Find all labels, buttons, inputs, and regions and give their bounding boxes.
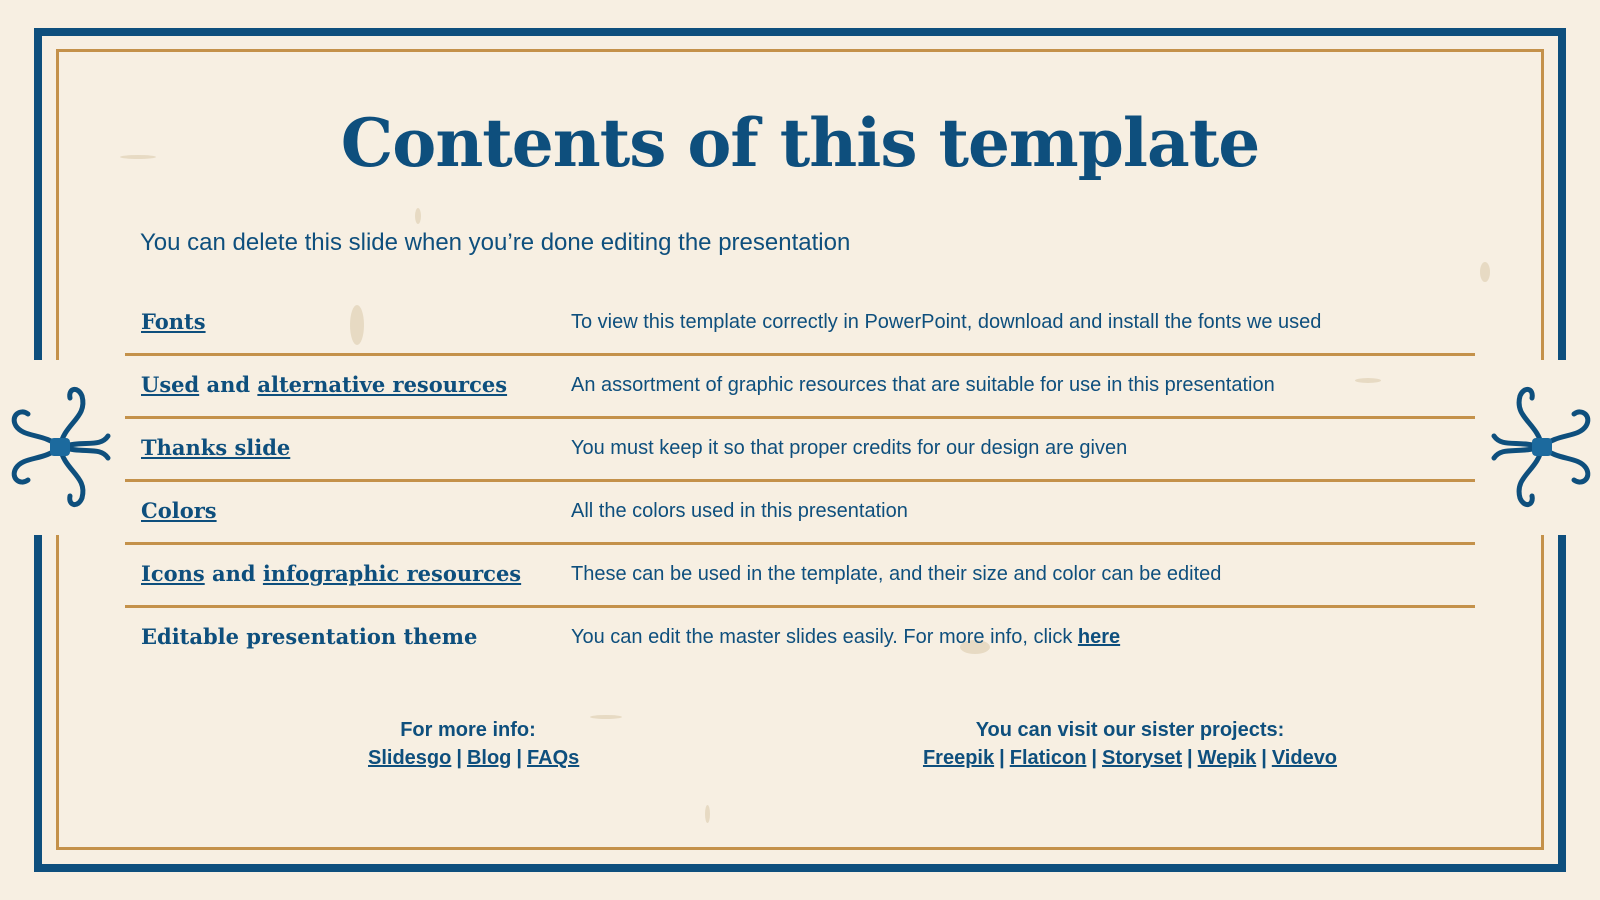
table-row: [125, 419, 1475, 482]
baroque-flourish-icon: [4, 378, 116, 516]
link-storyset[interactable]: Storyset: [1102, 747, 1183, 769]
row-description: [571, 311, 1321, 334]
footer-more-info-heading: For more info:: [400, 719, 536, 741]
baroque-flourish-icon: [1486, 378, 1598, 516]
table-row: [125, 545, 1475, 608]
row-description: [571, 374, 1275, 397]
footer-sister-projects: [880, 716, 1380, 772]
link-freepik[interactable]: Freepik: [922, 747, 995, 769]
row-label-text: Editable presentation theme: [141, 624, 478, 649]
row-description: [571, 626, 1120, 649]
link-blog[interactable]: Blog: [466, 747, 512, 769]
separator: |: [516, 747, 523, 769]
row-label-link[interactable]: Fonts: [141, 309, 206, 334]
row-description-text: You must keep it so that proper credits for our design are given: [571, 437, 1128, 459]
table-row: [125, 482, 1475, 545]
row-label: [141, 498, 217, 523]
row-label-link[interactable]: alternative resources: [257, 372, 508, 397]
table-row: [125, 356, 1475, 419]
footer-more-info-links: [368, 744, 580, 772]
separator: |: [999, 747, 1005, 769]
separator: |: [1187, 747, 1193, 769]
row-description-text: All the colors used in this presentation: [571, 500, 908, 522]
row-description: [571, 500, 908, 523]
row-label-link[interactable]: Thanks slide: [141, 435, 291, 460]
separator: |: [1261, 747, 1267, 769]
footer-sister-projects-links: [880, 744, 1380, 772]
here-link[interactable]: here: [1077, 626, 1121, 648]
contents-table: [125, 293, 1475, 671]
row-description-text: An assortment of graphic resources that are suitable for use in this presentation: [571, 374, 1275, 396]
table-row: [125, 293, 1475, 356]
row-description-text: These can be used in the template, and their size and color can be edited: [571, 563, 1222, 585]
link-videvo[interactable]: Videvo: [1271, 747, 1338, 769]
link-slidesgo[interactable]: Slidesgo: [368, 747, 452, 769]
row-label: [141, 309, 206, 334]
row-label: [141, 561, 521, 586]
row-label-text: and: [204, 561, 263, 586]
row-description-text: You can edit the master slides easily. For more info, click: [571, 626, 1078, 648]
row-description-text: To view this template correctly in PowerPoint, download and install the fonts we used: [571, 311, 1322, 333]
row-label-link[interactable]: infographic resources: [262, 561, 522, 586]
row-label: [141, 624, 477, 649]
row-label-link[interactable]: Colors: [141, 498, 217, 523]
row-label-text: and: [199, 372, 258, 397]
row-description: [571, 563, 1221, 586]
link-wepik[interactable]: Wepik: [1197, 747, 1257, 769]
row-label: [141, 372, 507, 397]
footer-sister-projects-heading: You can visit our sister projects:: [975, 719, 1285, 741]
link-flaticon[interactable]: Flaticon: [1009, 747, 1087, 769]
footer-more-info: [368, 716, 580, 772]
table-row: [125, 608, 1475, 671]
row-label-link[interactable]: Used: [141, 372, 200, 397]
link-faqs[interactable]: FAQs: [527, 747, 580, 769]
slide-subtitle: You can delete this slide when you’re done editing the presentation: [140, 229, 851, 256]
separator: |: [456, 747, 462, 769]
slide-title: Contents of this template: [340, 104, 1260, 182]
separator: |: [1091, 747, 1098, 769]
row-label-link[interactable]: Icons: [141, 561, 205, 586]
row-description: [571, 437, 1127, 460]
row-label: [141, 435, 290, 460]
